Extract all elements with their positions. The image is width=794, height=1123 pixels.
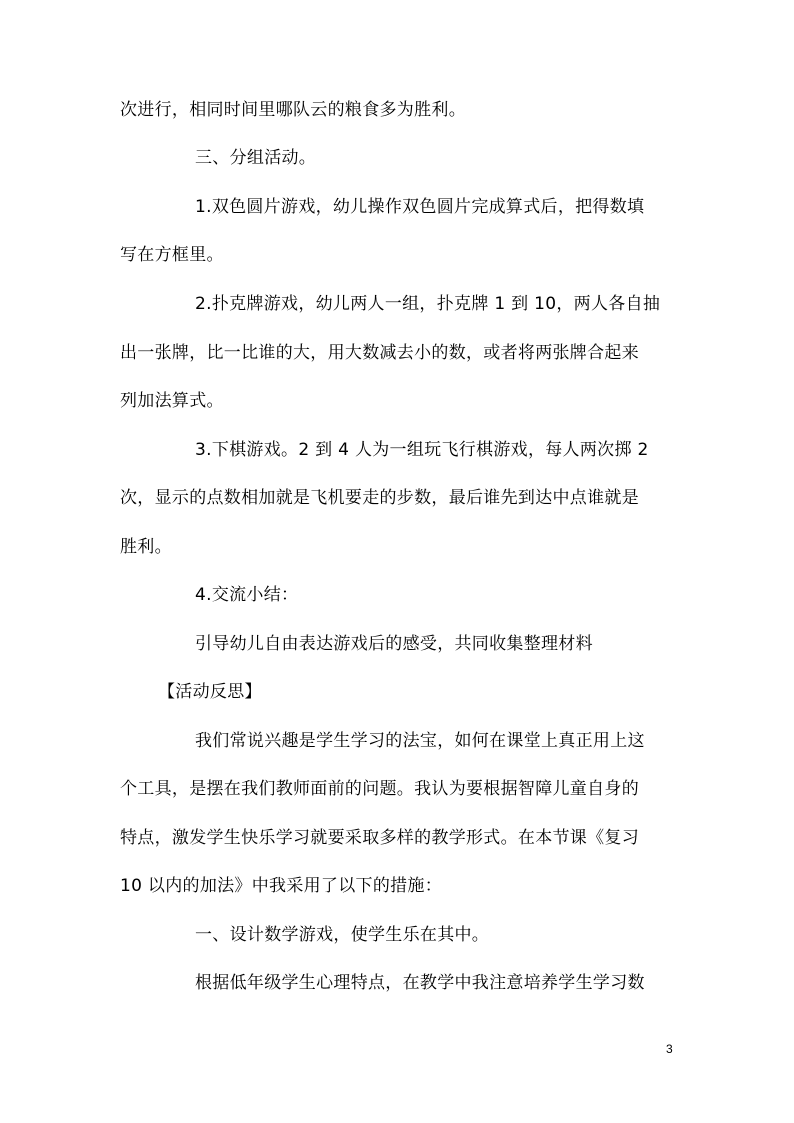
text-line: 特点，激发学生快乐学习就要采取多样的教学形式。在本节课《复习 (120, 828, 639, 848)
text-line: 写在方框里。 (120, 245, 224, 265)
text-line: 根据低年级学生心理特点，在教学中我注意培养学生学习数 (195, 973, 645, 993)
section-heading: 三、分组活动。 (195, 148, 317, 168)
text-line: 出一张牌，比一比谁的大，用大数减去小的数，或者将两张牌合起来 (120, 343, 639, 363)
text-line: 1.双色圆片游戏，幼儿操作双色圆片完成算式后，把得数填 (195, 197, 645, 217)
section-heading: 【活动反思】 (158, 682, 262, 702)
text-line: 4.交流小结： (195, 585, 299, 605)
text-line: 10 以内的加法》中我采用了以下的措施： (120, 876, 443, 896)
text-line: 一、设计数学游戏，使学生乐在其中。 (195, 925, 490, 945)
text-line: 个工具，是摆在我们教师面前的问题。我认为要根据智障儿童自身的 (120, 779, 639, 799)
text-line: 引导幼儿自由表达游戏后的感受，共同收集整理材料 (195, 634, 593, 654)
text-line: 胜利。 (120, 537, 172, 557)
text-line: 2.扑克牌游戏，幼儿两人一组，扑克牌 1 到 10，两人各自抽 (195, 294, 661, 314)
text-line: 3.下棋游戏。2 到 4 人为一组玩飞行棋游戏，每人两次掷 2 (195, 440, 649, 460)
text-line: 次，显示的点数相加就是飞机要走的步数，最后谁先到达中点谁就是 (120, 488, 639, 508)
text-line: 我们常说兴趣是学生学习的法宝，如何在课堂上真正用上这 (195, 731, 645, 751)
page-number: 3 (666, 1042, 673, 1056)
text-line: 列加法算式。 (120, 391, 224, 411)
text-line: 次进行，相同时间里哪队云的粮食多为胜利。 (120, 100, 466, 120)
